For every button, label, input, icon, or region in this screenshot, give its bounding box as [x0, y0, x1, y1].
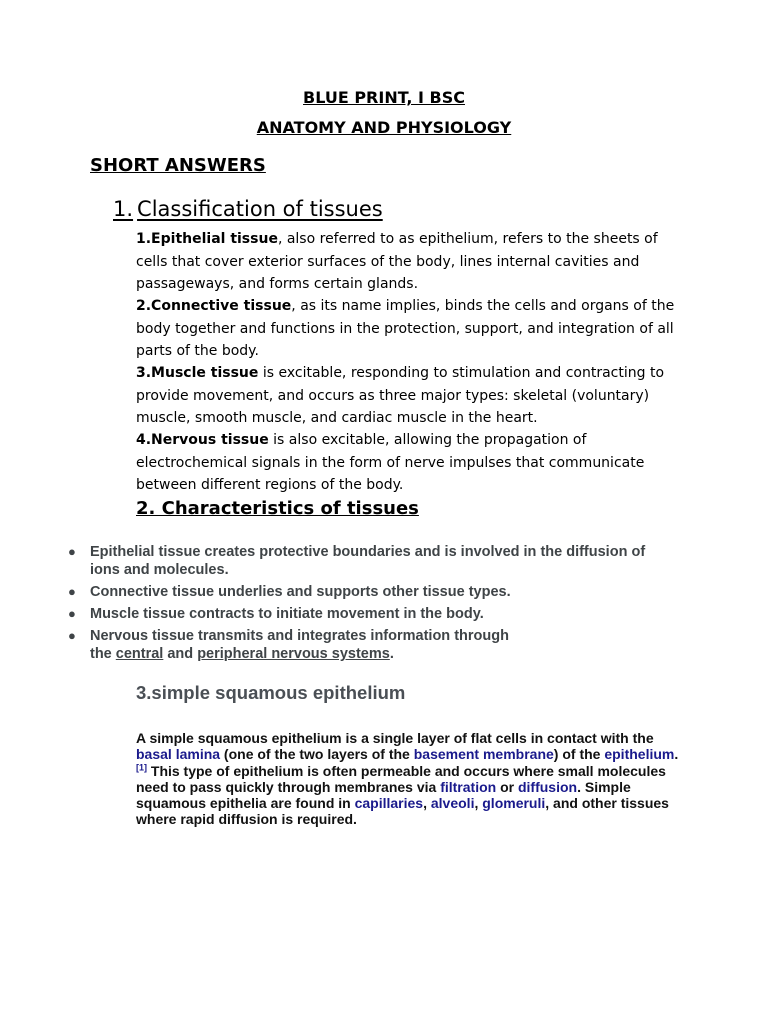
list-item — [68, 605, 678, 623]
tissue-term: 4.Nervous tissue — [136, 432, 269, 448]
list-item-text: Connective tissue underlies and supports other tissue types. — [90, 584, 511, 600]
reference-link[interactable]: [1] — [136, 761, 147, 772]
para-text: . — [674, 746, 679, 763]
tissue-term: 2.Connective tissue — [136, 298, 292, 314]
link-diffusion[interactable]: diffusion — [517, 778, 578, 795]
para-text: . Simple squamous epithelia are found in — [136, 778, 631, 812]
para-text: ) of the — [553, 746, 605, 763]
tissue-item-nervous — [136, 429, 681, 497]
link-filtration[interactable]: filtration — [440, 778, 497, 795]
tissue-term: 1.Epithelial tissue — [136, 231, 278, 247]
tissue-text: is also excitable, allowing the propagation of electrochemical signals in the form of nerve impulses that communicate between different regions of the body. — [136, 432, 645, 493]
list-item-text: Epithelial tissue creates protective boundaries and is involved in the diffusion of ions and molecules. — [90, 544, 646, 578]
tissue-text: , also referred to as epithelium, refers to the sheets of cells that cover exterior surfaces of the body, lines internal cavities and passageways, and forms certain glands. — [136, 231, 658, 292]
section-heading: SHORT ANSWERS — [90, 155, 266, 176]
list-item — [68, 583, 678, 601]
characteristics-list — [68, 543, 678, 667]
bullet-icon: ● — [68, 606, 76, 621]
doc-title-line1: BLUE PRINT, I BSC — [303, 88, 465, 107]
tissue-item-muscle — [136, 362, 681, 430]
link-capillaries[interactable]: capillaries — [354, 795, 424, 812]
q2-heading: 2. Characteristics of tissues — [136, 498, 419, 519]
link-alveoli[interactable]: alveoli — [430, 795, 475, 812]
list-item — [68, 627, 530, 663]
link-glomeruli[interactable]: glomeruli — [482, 795, 546, 812]
link-peripheral-nervous-systems[interactable]: peripheral nervous systems — [197, 646, 390, 662]
q1-number: 1. — [113, 197, 134, 221]
q1-title: Classification of tissues — [137, 197, 383, 221]
list-item-text: Nervous tissue transmits and integrates information through the — [90, 628, 509, 662]
list-item-text: and — [163, 646, 198, 662]
bullet-icon: ● — [68, 628, 76, 643]
bullet-icon: ● — [68, 584, 76, 599]
para-text: or — [496, 778, 518, 795]
list-item-text: Muscle tissue contracts to initiate movement in the body. — [90, 606, 484, 622]
doc-title-line2: ANATOMY AND PHYSIOLOGY — [256, 118, 512, 137]
tissue-item-epithelial — [136, 228, 681, 296]
tissue-item-connective — [136, 295, 681, 363]
para-text: (one of the two layers of the — [220, 746, 414, 763]
link-basement-membrane[interactable]: basement membrane — [413, 746, 554, 763]
list-item — [68, 543, 678, 579]
para-text: , — [474, 795, 483, 812]
tissue-term: 3.Muscle tissue — [136, 365, 259, 381]
tissue-text: is excitable, responding to stimulation and contracting to provide movement, and occurs as three major types: skeletal (voluntary) muscle, smooth muscle, and cardiac muscle in the heart. — [136, 365, 665, 426]
tissue-text: , as its name implies, binds the cells and organs of the body together and functions in the protection, support, and integration of all parts of the body. — [136, 298, 675, 359]
list-item-text: . — [389, 646, 394, 662]
para-text: , — [423, 795, 431, 812]
para-text: This type of epithelium is often permeable and occurs where small molecules need to pass quickly through membranes via — [136, 762, 666, 795]
q3-paragraph — [136, 730, 681, 828]
bullet-icon: ● — [68, 544, 76, 559]
para-text: A simple squamous epithelium is a single layer of flat cells in contact with the — [136, 730, 654, 746]
link-basal-lamina[interactable]: basal lamina — [136, 746, 221, 763]
link-epithelium[interactable]: epithelium — [604, 746, 675, 763]
para-text: , and other tissues where rapid diffusion is required. — [136, 795, 669, 828]
q3-heading: 3.simple squamous epithelium — [136, 682, 406, 703]
link-central[interactable]: central — [115, 646, 164, 662]
q1-heading — [113, 197, 383, 221]
